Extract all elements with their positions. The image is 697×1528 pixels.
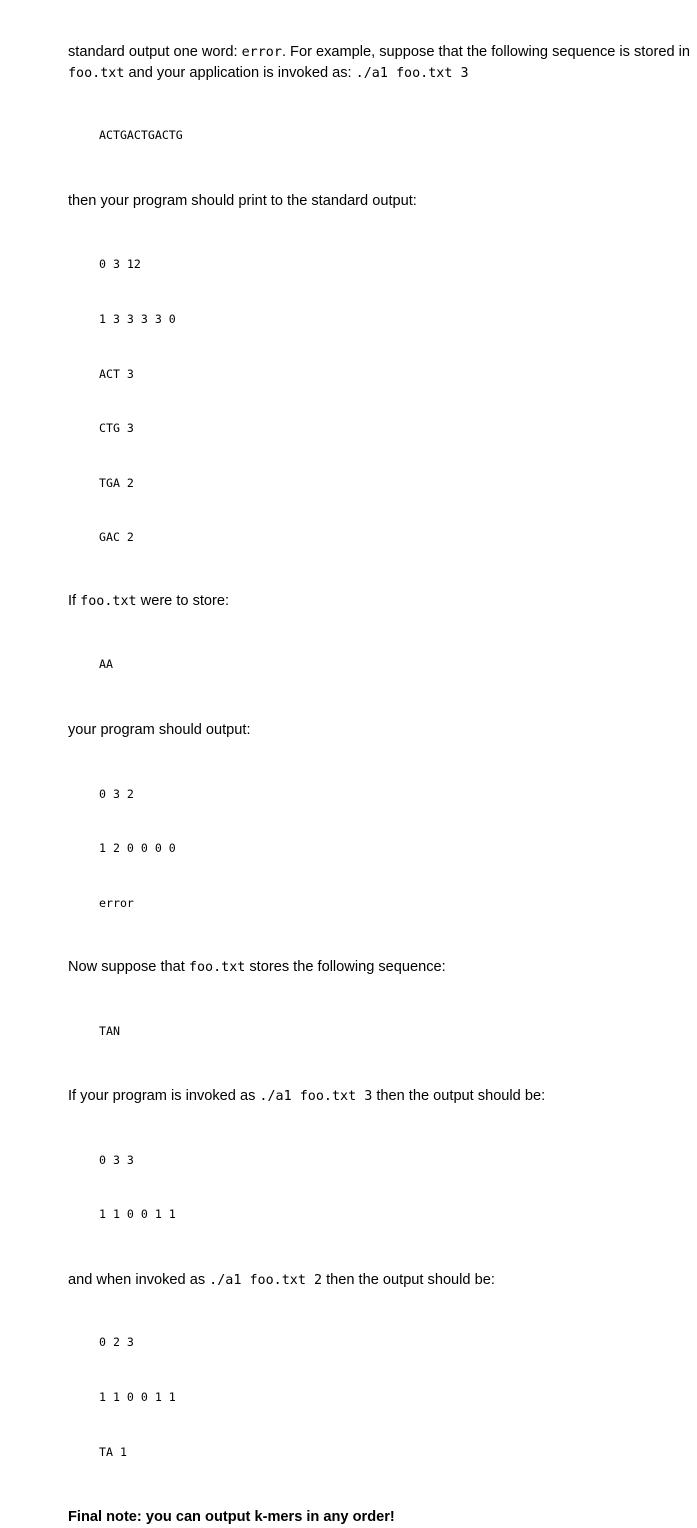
intro-text-1: standard output one word: — [68, 44, 242, 60]
output-block-2 — [99, 748, 693, 948]
output-line: 1 1 0 0 1 1 — [99, 1389, 176, 1404]
document-page — [68, 42, 693, 1528]
invoked-k3-text-1: If your program is invoked as — [68, 1088, 260, 1105]
invoked-k2-text-2: then the output should be: — [322, 1271, 495, 1288]
intro-code-filename: foo.txt — [68, 66, 125, 81]
output-line: GAC 2 — [99, 530, 134, 545]
paragraph-print-output: then your program should print to the standard output: — [68, 193, 417, 210]
invoked-k2-code: ./a1 foo.txt 2 — [209, 1272, 323, 1288]
now-suppose-text-1: Now suppose that — [68, 959, 189, 976]
output-block-1 — [99, 219, 693, 583]
if-foo-code: foo.txt — [80, 594, 137, 610]
paragraph-intro — [68, 42, 693, 84]
intro-code-error: error — [241, 45, 282, 60]
paragraph-invoked-k3 — [68, 1086, 693, 1107]
if-foo-text-2: were to store: — [136, 593, 230, 610]
now-suppose-text-2: stores the following sequence: — [245, 959, 446, 976]
output-block-4 — [99, 1297, 693, 1497]
sequence-line: ACTGACTGACTG — [99, 128, 183, 143]
intro-text-2: . For example, suppose that the following sequence is stored in — [281, 44, 690, 60]
sequence-block-2 — [99, 619, 693, 710]
invoked-k3-text-2: then the output should be: — [372, 1088, 546, 1105]
sequence-line: AA — [99, 657, 113, 672]
sequence-block-1 — [99, 90, 693, 181]
output-line: 0 3 2 — [99, 786, 134, 801]
invoked-k2-text-1: and when invoked as — [68, 1271, 210, 1288]
invoked-k3-code: ./a1 foo.txt 3 — [259, 1089, 373, 1105]
final-note: Final note: you can output k-mers in any order! — [68, 1509, 395, 1526]
paragraph-should-output: your program should output: — [68, 722, 251, 739]
paragraph-if-foo — [68, 591, 693, 612]
output-line: 1 1 0 0 1 1 — [99, 1207, 176, 1222]
output-line: 1 2 0 0 0 0 — [99, 841, 176, 856]
output-line: 0 3 12 — [99, 257, 141, 272]
output-line: ACT 3 — [99, 366, 134, 381]
now-suppose-code: foo.txt — [188, 960, 246, 976]
output-line: 1 3 3 3 3 0 — [99, 312, 176, 327]
paragraph-now-suppose — [68, 957, 693, 978]
output-line: TGA 2 — [99, 475, 134, 490]
sequence-block-3 — [99, 985, 693, 1076]
sequence-line: TAN — [99, 1023, 120, 1038]
output-line: 0 2 3 — [99, 1335, 134, 1350]
output-block-3 — [99, 1114, 693, 1260]
output-line: error — [99, 895, 134, 910]
intro-code-command: ./a1 foo.txt 3 — [355, 66, 469, 81]
output-line: TA 1 — [99, 1444, 127, 1459]
output-line: CTG 3 — [99, 421, 134, 436]
output-line: 0 3 3 — [99, 1152, 134, 1167]
paragraph-invoked-k2 — [68, 1270, 693, 1291]
if-foo-text-1: If — [68, 593, 81, 610]
intro-text-3: and your application is invoked as: — [124, 65, 356, 81]
